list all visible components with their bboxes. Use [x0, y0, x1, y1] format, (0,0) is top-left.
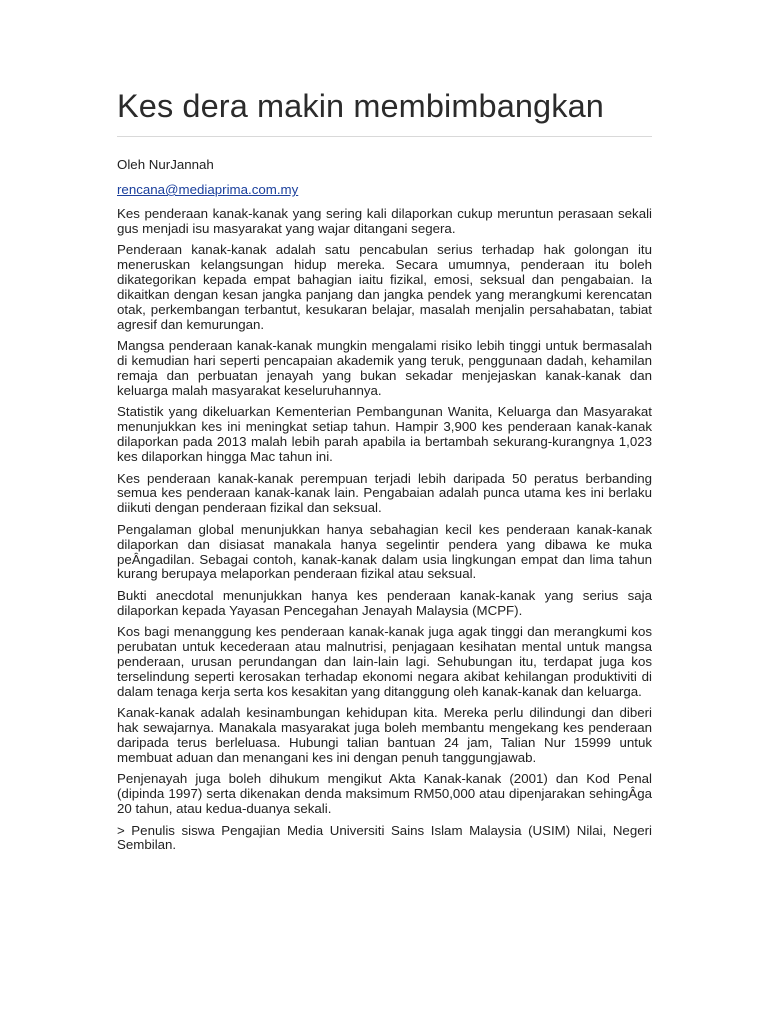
paragraph-2: Penderaan kanak-kanak adalah satu pencabulan serius terhadap hak golongan itu meneruskan kelangsungan hidup mereka. Secara umumnya, penderaan itu boleh dikategorikan kepada empat bahagian iaitu fizikal, emosi, seksual dan pengabaian. Ia dikaitkan dengan kesan jangka panjang dan jangka pendek yang merangkumi kerencatan otak, perkembangan terbantut, kesukaran belajar, masalah menjalin persahabatan, tabiat agresif dan kemurungan. [117, 242, 652, 332]
paragraph-7: Bukti anecdotal menunjukkan hanya kes penderaan kanak-kanak yang serius saja dilaporkan kepada Yayasan Pencegahan Jenayah Malaysia (MCPF). [117, 587, 652, 618]
paragraph-3: Mangsa penderaan kanak-kanak mungkin mengalami risiko lebih tinggi untuk bermasalah di kemudian hari seperti pencapaian akademik yang teruk, penggunaan dadah, kehamilan remaja dan perbuatan jenayah yang bukan sekadar menjejaskan kanak-kanak dan keluarga malah masyarakat keseluruhannya. [117, 338, 652, 398]
paragraph-1: Kes penderaan kanak-kanak yang sering kali dilaporkan cukup meruntun perasaan sekali gus menjadi isu masyarakat yang wajar ditangani segera. [117, 206, 652, 236]
paragraph-9: Kanak-kanak adalah kesinambungan kehidupan kita. Mereka perlu dilindungi dan diberi hak sewajarnya. Manakala masyarakat juga boleh membantu mengekang kes penderaan daripada terus berleluasa. Hubungi talian bantuan 24 jam, Talian Nur 15999 untuk membuat aduan dan menangani kes ini dengan penuh tanggungjawab. [117, 705, 652, 765]
paragraph-5: Kes penderaan kanak-kanak perempuan terjadi lebih daripada 50 peratus berbanding semua kes penderaan kanak-kanak lain. Pengabaian adalah punca utama kes ini berlaku diikuti dengan penderaan fizikal dan seksual. [117, 470, 652, 516]
author-email-line [117, 182, 652, 197]
author-note: > Penulis siswa Pengajian Media Universiti Sains Islam Malaysia (USIM) Nilai, Negeri Sembilan. [117, 822, 652, 853]
paragraph-4: Statistik yang dikeluarkan Kementerian Pembangunan Wanita, Keluarga dan Masyarakat menunjukkan kes ini meningkat setiap tahun. Hampir 3,900 kes penderaan kanak-kanak dilaporkan pada 2013 malah lebih parah apabila ia bertambah sekurang-kurangnya 1,023 kes dilaporkan hingga Mac tahun ini. [117, 404, 652, 465]
article-title: Kes dera makin membimbangkan [117, 88, 604, 124]
article [117, 84, 652, 860]
author-email-link[interactable]: rencana@mediaprima.com.my [117, 182, 299, 197]
paragraph-6: Pengalaman global menunjukkan hanya sebahagian kecil kes penderaan kanak-kanak dilaporkan dan disiasat manakala hanya segelintir pendera yang dibawa ke muka peÂngadilan. Sebagai contoh, kanak-kanak dalam usia lingkungan empat dan lima tahun kurang berupaya melaporkan penderaan fizikal atau seksual. [117, 521, 652, 582]
title-divider [117, 136, 652, 137]
paragraph-8: Kos bagi menanggung kes penderaan kanak-kanak juga agak tinggi dan merangkumi kos perubatan untuk kecederaan atau malnutrisi, penjagaan kesihatan mental untuk mangsa penderaan, urusan perundangan dan lain-lain lagi. Sehubungan itu, terdapat juga kos terselindung seperti kerosakan terhadap ekonomi negara akibat kehilangan produktiviti di dalam tenaga kerja serta kos kesakitan yang ditanggung oleh kanak-kanak dan keluarga. [117, 624, 652, 699]
paragraph-10: Penjenayah juga boleh dihukum mengikut Akta Kanak-kanak (2001) dan Kod Penal (dipinda 1997) serta dikenakan denda maksimum RM50,000 atau dipenjarakan sehingÂga 20 tahun, atau kedua-duanya sekali. [117, 771, 652, 817]
author-byline: Oleh NurJannah [117, 157, 214, 172]
